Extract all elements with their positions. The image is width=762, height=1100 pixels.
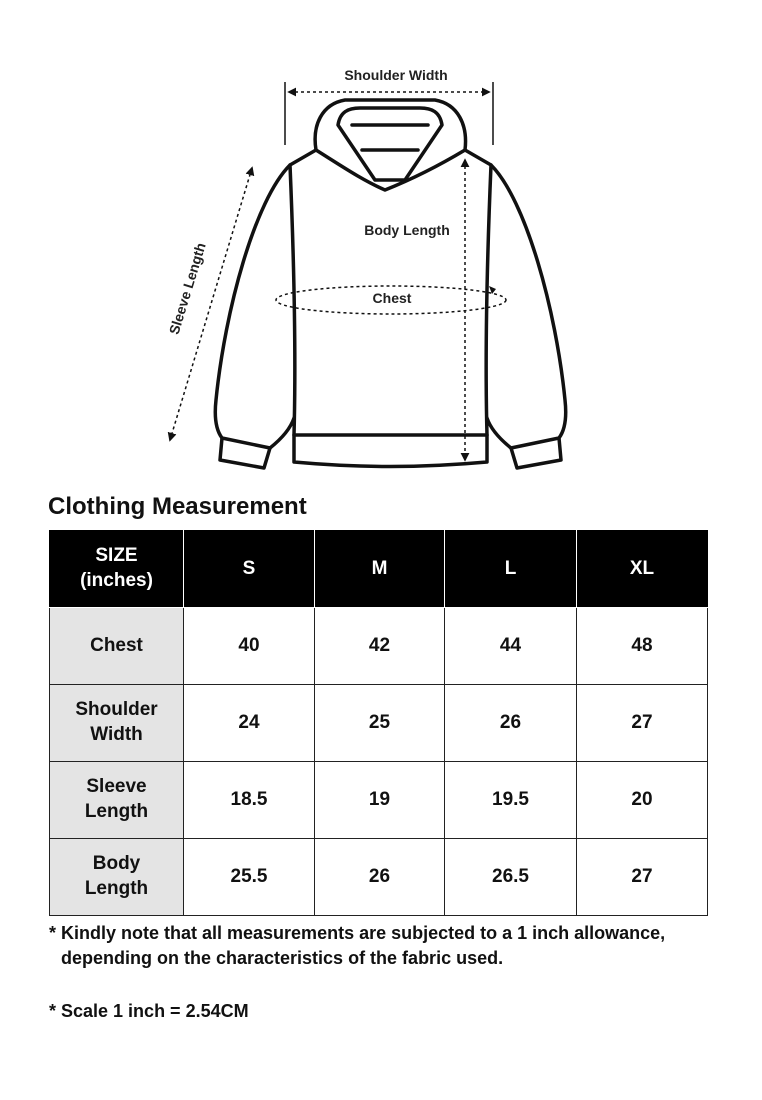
page-title: Clothing Measurement bbox=[48, 493, 307, 520]
shoulder-width-label: Shoulder Width bbox=[344, 67, 448, 83]
allowance-note bbox=[49, 921, 749, 971]
size-header-l: L bbox=[445, 531, 577, 608]
row-label: Body Length bbox=[50, 839, 184, 916]
chest-label: Chest bbox=[372, 290, 412, 306]
size-header-s: S bbox=[184, 531, 315, 608]
size-header-line2: (inches) bbox=[80, 570, 153, 591]
table-header-row bbox=[50, 531, 708, 608]
body-length-label: Body Length bbox=[364, 222, 450, 238]
table-cell: 24 bbox=[184, 685, 315, 762]
table-cell: 18.5 bbox=[184, 762, 315, 839]
table-row-body-length bbox=[50, 839, 708, 916]
table-cell: 20 bbox=[577, 762, 708, 839]
table-cell: 42 bbox=[315, 608, 445, 685]
size-header-xl: XL bbox=[577, 531, 708, 608]
row-label: Shoulder Width bbox=[50, 685, 184, 762]
table-row-sleeve-length bbox=[50, 762, 708, 839]
table-cell: 26 bbox=[445, 685, 577, 762]
size-column-header bbox=[50, 531, 184, 608]
size-header-m: M bbox=[315, 531, 445, 608]
allowance-note-line1: * Kindly note that all measurements are subjected to a 1 inch allowance, bbox=[49, 923, 666, 943]
allowance-note-line2: depending on the characteristics of the fabric used. bbox=[61, 948, 504, 968]
table-cell: 25.5 bbox=[184, 839, 315, 916]
scale-note: * Scale 1 inch = 2.54CM bbox=[49, 1001, 249, 1021]
sleeve-length-label: Sleeve Length bbox=[165, 240, 209, 337]
table-cell: 40 bbox=[184, 608, 315, 685]
row-label: Chest bbox=[50, 608, 184, 685]
table-cell: 26.5 bbox=[445, 839, 577, 916]
table-cell: 19 bbox=[315, 762, 445, 839]
table-row-shoulder-width bbox=[50, 685, 708, 762]
table-cell: 27 bbox=[577, 839, 708, 916]
hoodie-measurement-diagram bbox=[0, 0, 762, 480]
table-cell: 26 bbox=[315, 839, 445, 916]
table-cell: 19.5 bbox=[445, 762, 577, 839]
size-header-line1: SIZE bbox=[95, 545, 138, 567]
row-label: Sleeve Length bbox=[50, 762, 184, 839]
hoodie-outline bbox=[215, 100, 566, 468]
table-row-chest bbox=[50, 608, 708, 685]
table-cell: 27 bbox=[577, 685, 708, 762]
table-cell: 48 bbox=[577, 608, 708, 685]
size-chart-table bbox=[49, 530, 708, 916]
table-cell: 25 bbox=[315, 685, 445, 762]
table-cell: 44 bbox=[445, 608, 577, 685]
